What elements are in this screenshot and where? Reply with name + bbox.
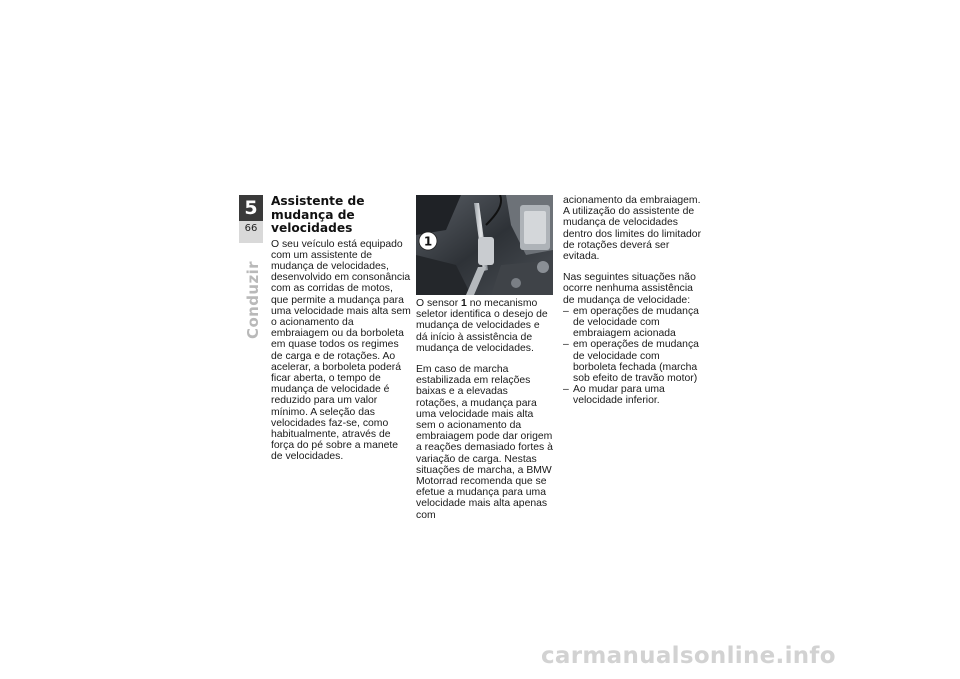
sensor-paragraph bbox=[416, 298, 553, 354]
section-heading: Assistente de mudança de velocidades bbox=[271, 194, 365, 235]
situations-list bbox=[563, 306, 703, 407]
watermark: carmanualsonline.info bbox=[541, 643, 836, 669]
situations-intro: Nas seguintes situações não ocorre nenhuma assistência de mudança de velocidade: bbox=[563, 272, 696, 306]
text-column-2 bbox=[416, 298, 553, 521]
shift-sensor-photo bbox=[416, 195, 553, 295]
sensor-rest: no mecanismo seletor identifica o desejo de mudança de velocidades e dá início à assistência de mudança de velocidades. bbox=[416, 298, 548, 354]
text-column-1 bbox=[271, 195, 411, 463]
page-number: 66 bbox=[239, 221, 263, 243]
figure-callout-1: 1 bbox=[423, 234, 433, 249]
warning-paragraph: Em caso de marcha estabilizada em relações baixas e a elevadas rotações, a mudança para uma velocidade mais alta sem o acionamento da embraiagem pode dar origem a reações demasiado fortes à variação de carga. Nestas situações de marcha, a BMW Motorrad recomenda que se efetue a mudança para uma velocidade mais alta apenas com bbox=[416, 364, 553, 521]
list-item: – Ao mudar para uma velocidade inferior. bbox=[563, 384, 703, 406]
chapter-tab bbox=[239, 195, 263, 243]
list-item: – em operações de mudança de velocidade com borboleta fechada (marcha sob efeito de travão motor) bbox=[563, 339, 703, 384]
chapter-title: Conduzir bbox=[244, 261, 262, 339]
intro-paragraph: O seu veículo está equipado com um assistente de mudança de velocidades, desenvolvido em consonância com as corridas de motos, que permite a mudança para uma velocidade mais alta sem o acionamento da embraiagem ou da borboleta em quase todos os regimes de carga e de rotações. Ao acelerar, a borboleta poderá ficar aberta, o tempo de mudança de velocidade é reduzido para um valor mínimo. A seleção das velocidades faz-se, como habitualmente, através de força do pé sobre a manete de velocidades. bbox=[271, 238, 411, 463]
continuation-paragraph: acionamento da embraiagem. A utilização do assistente de mudança de velocidades dentro dos limites do limitador de rotações deverá ser evitada. bbox=[563, 195, 702, 263]
list-item: – em operações de mudança de velocidade com embraiagem acionada bbox=[563, 306, 703, 340]
chapter-number: 5 bbox=[244, 197, 258, 219]
text-column-3 bbox=[563, 195, 703, 407]
sensor-prefix: O sensor bbox=[416, 298, 462, 309]
sensor-number: 1 bbox=[461, 298, 467, 309]
